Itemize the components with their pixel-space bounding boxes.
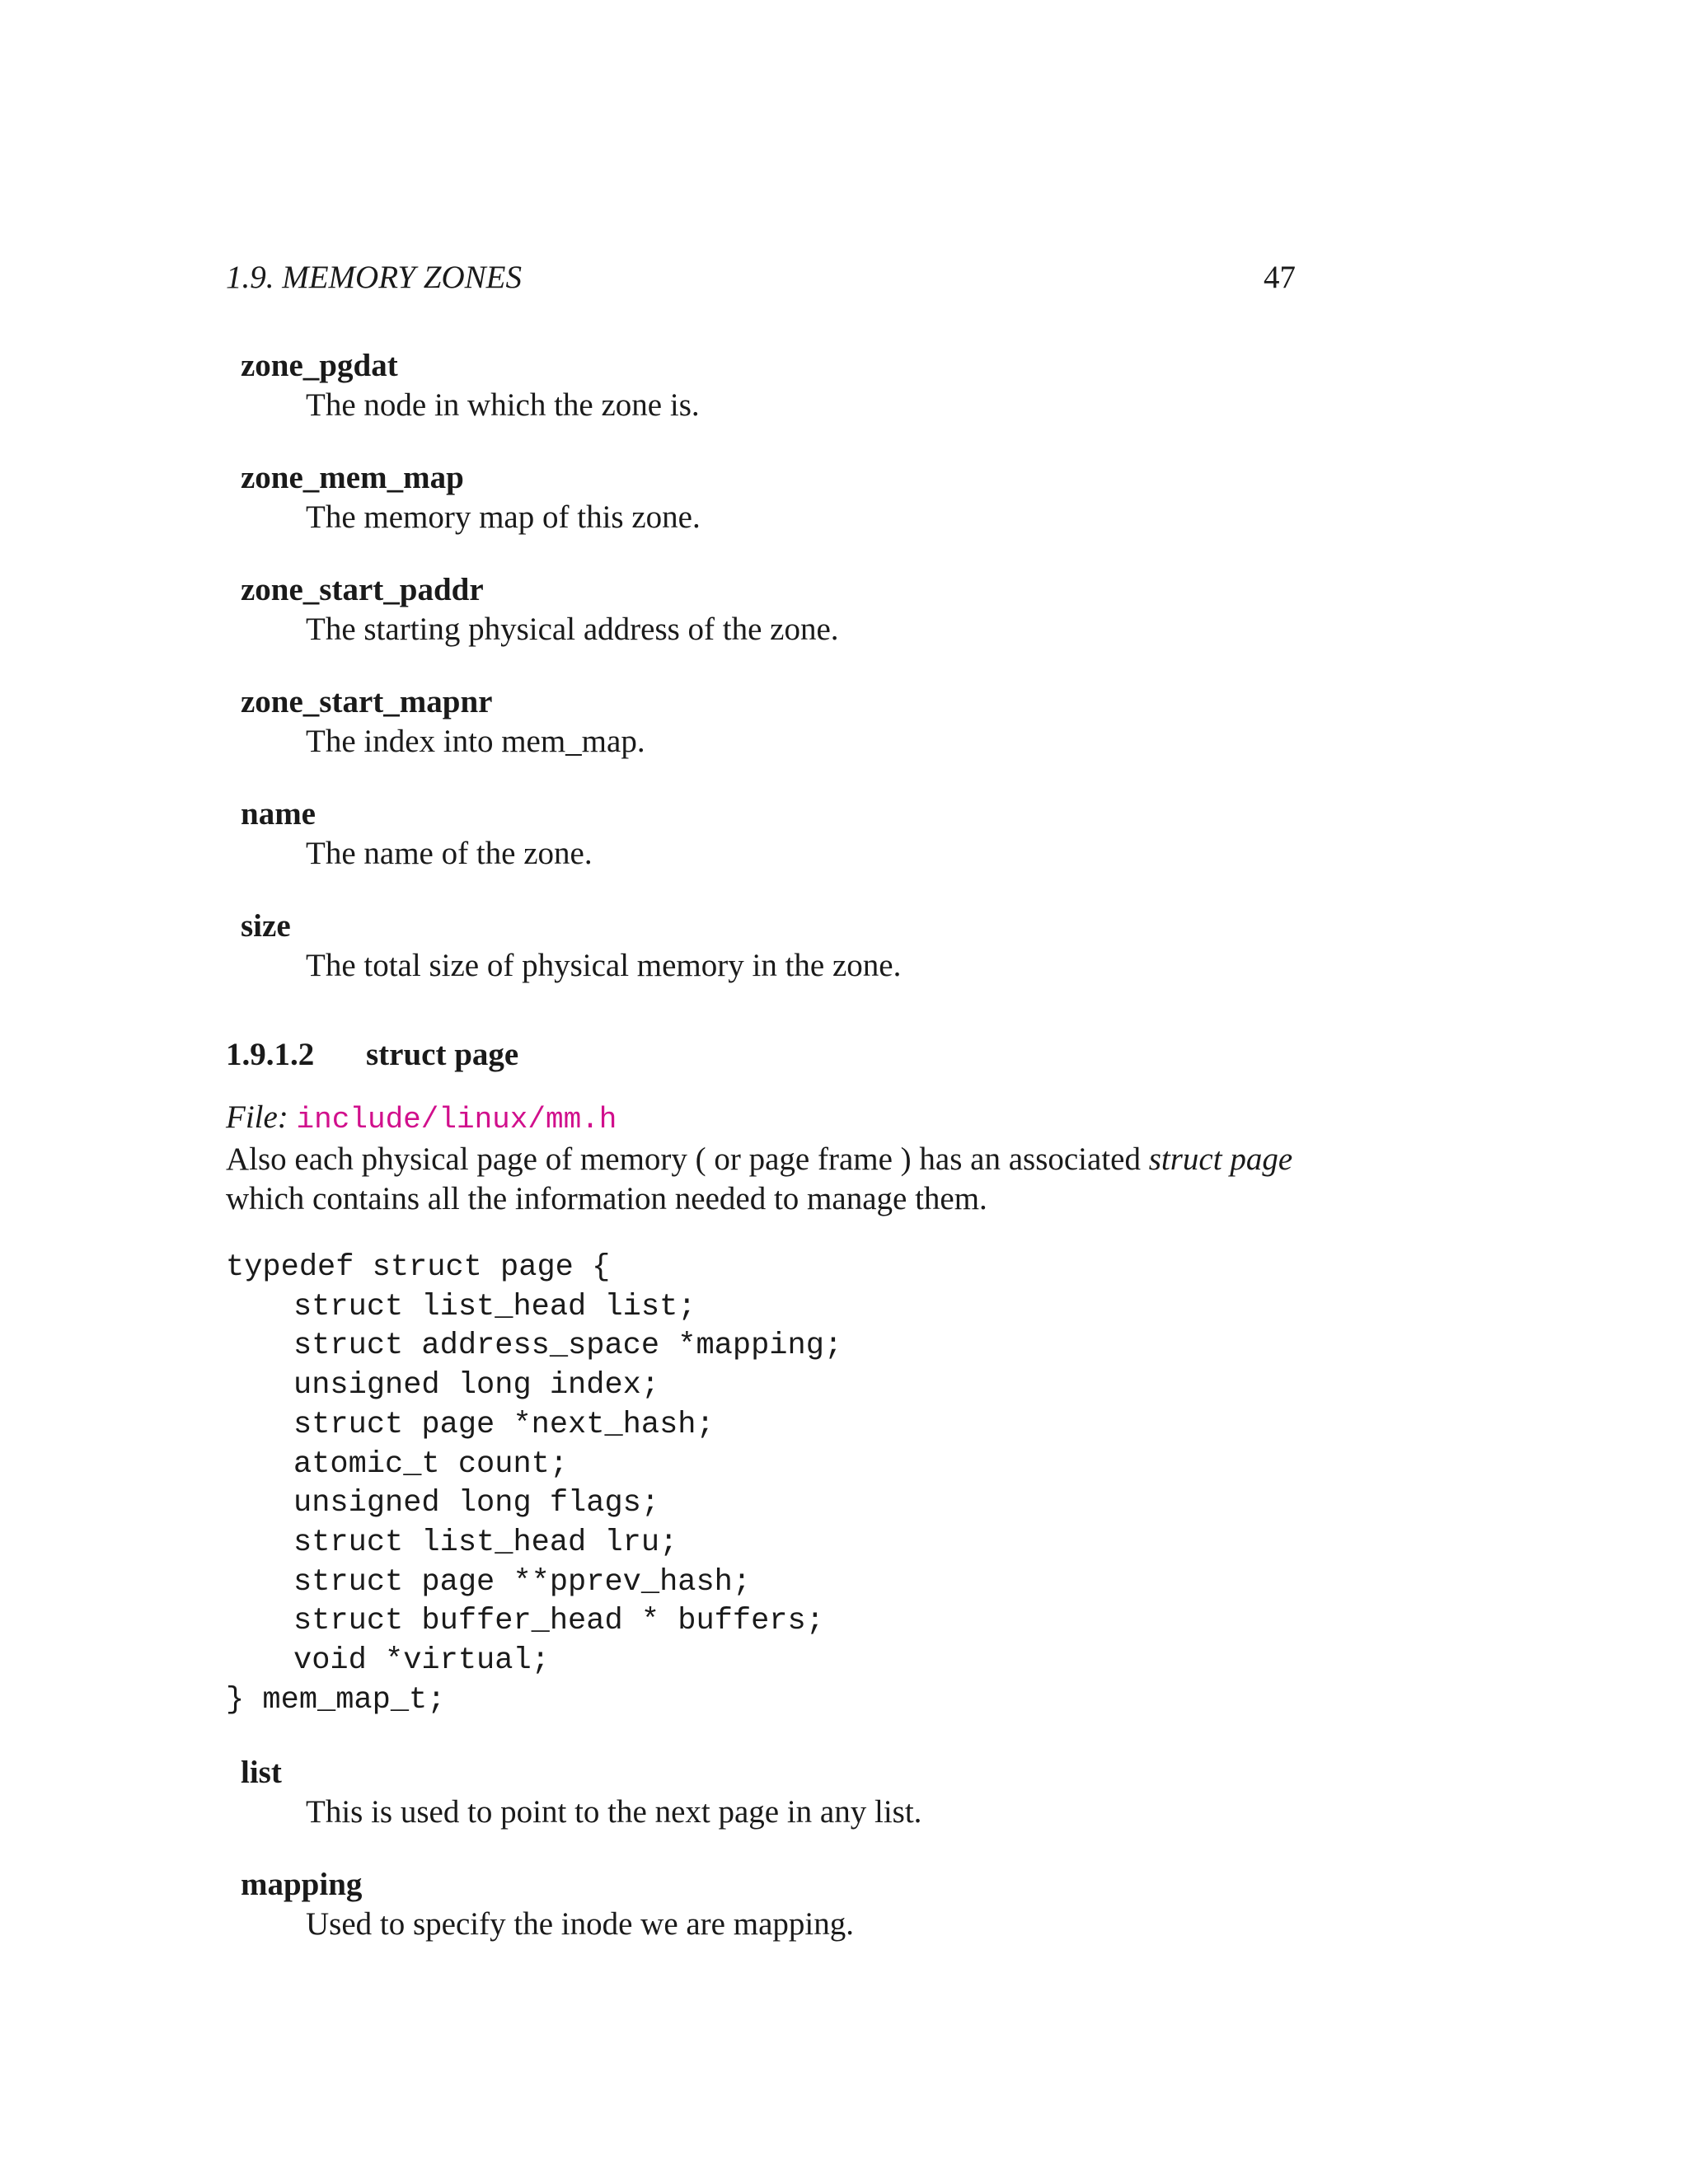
paragraph-text: Also each physical page of memory ( or page frame ) has an associated bbox=[226, 1141, 1149, 1177]
paragraph-text: which contains all the information needed to manage them. bbox=[226, 1181, 987, 1216]
intro-paragraph bbox=[226, 1098, 1297, 1219]
definition-entry bbox=[226, 458, 1297, 537]
definition-entry bbox=[226, 907, 1297, 986]
section-title: 1.9. MEMORY ZONES bbox=[226, 260, 522, 295]
definition-entry bbox=[226, 1753, 1297, 1832]
definition-entry bbox=[226, 794, 1297, 874]
definition-description: The memory map of this zone. bbox=[306, 499, 701, 535]
code-line: struct page **pprev_hash; bbox=[293, 1564, 752, 1600]
definition-entry bbox=[226, 682, 1297, 762]
code-line: void *virtual; bbox=[293, 1643, 550, 1679]
code-block bbox=[226, 1249, 1297, 1720]
subsection-heading bbox=[226, 1035, 1297, 1075]
code-line: typedef struct page { bbox=[226, 1250, 611, 1285]
definition-term: name bbox=[241, 796, 316, 832]
code-line: struct buffer_head * buffers; bbox=[293, 1604, 824, 1639]
subsection-number: 1.9.1.2 bbox=[226, 1037, 315, 1072]
paragraph-emphasis: struct page bbox=[1148, 1141, 1293, 1177]
definition-description: The name of the zone. bbox=[306, 836, 593, 871]
definition-entry bbox=[226, 1865, 1297, 1944]
definition-term: size bbox=[241, 908, 291, 944]
definition-term: zone_start_mapnr bbox=[241, 684, 493, 719]
definition-entry bbox=[226, 570, 1297, 649]
file-reference bbox=[226, 1098, 1297, 1140]
running-header bbox=[226, 259, 1296, 300]
code-line: struct list_head list; bbox=[293, 1289, 696, 1324]
definition-description: The index into mem_map. bbox=[306, 724, 645, 759]
code-line: atomic_t count; bbox=[293, 1446, 569, 1482]
definition-term: zone_pgdat bbox=[241, 348, 398, 383]
code-line: unsigned long flags; bbox=[293, 1486, 660, 1521]
definition-term: list bbox=[241, 1755, 282, 1791]
file-label: File: bbox=[226, 1099, 288, 1135]
definition-entry bbox=[226, 346, 1297, 425]
code-line: struct address_space *mapping; bbox=[293, 1329, 843, 1364]
definition-term: zone_start_paddr bbox=[241, 572, 484, 607]
definition-description: Used to specify the inode we are mapping. bbox=[306, 1906, 854, 1943]
page-content bbox=[226, 346, 1297, 1977]
code-line: unsigned long index; bbox=[293, 1368, 660, 1404]
definition-description: The total size of physical memory in the zone. bbox=[306, 948, 902, 983]
definition-description: The starting physical address of the zone. bbox=[306, 612, 839, 647]
code-line: struct list_head lru; bbox=[293, 1525, 678, 1560]
definition-term: zone_mem_map bbox=[241, 460, 464, 495]
file-path-link[interactable]: include/linux/mm.h bbox=[296, 1103, 617, 1137]
page-number: 47 bbox=[1264, 260, 1296, 295]
definition-term: mapping bbox=[241, 1867, 363, 1903]
code-line: struct page *next_hash; bbox=[293, 1407, 715, 1442]
code-line: } mem_map_t; bbox=[226, 1682, 446, 1718]
definition-description: The node in which the zone is. bbox=[306, 387, 700, 423]
subsection-title: struct page bbox=[366, 1037, 519, 1072]
definition-description: This is used to point to the next page in any list. bbox=[306, 1794, 922, 1830]
